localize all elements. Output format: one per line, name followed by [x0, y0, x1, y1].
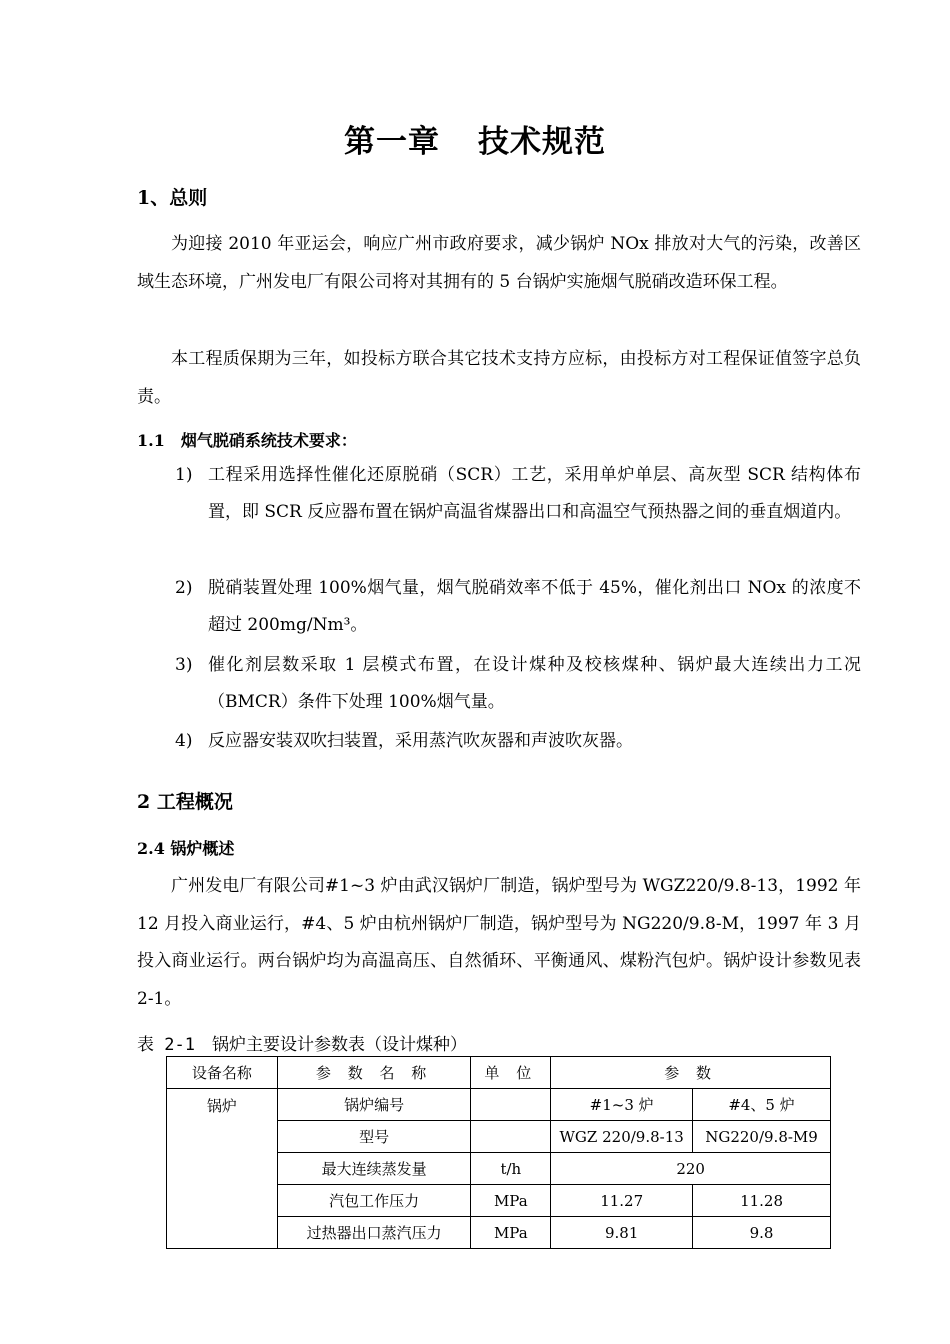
unit-cell — [471, 1089, 551, 1121]
param-name-cell: 最大连续蒸发量 — [277, 1153, 471, 1185]
table-header-row — [167, 1057, 831, 1089]
value-1-cell: 11.27 — [551, 1185, 693, 1217]
merged-value-cell: 220 — [551, 1153, 831, 1185]
table-caption: 表 2-1 锅炉主要设计参数表（设计煤种） — [137, 1035, 467, 1055]
unit-cell: t/h — [471, 1153, 551, 1185]
value-1-cell: 9.81 — [551, 1217, 693, 1249]
section-2-4-heading: 2.4 锅炉概述 — [137, 839, 235, 858]
chapter-number: 第一章 — [344, 124, 440, 160]
chapter-title — [0, 116, 950, 161]
boiler-parameters-table — [166, 1056, 831, 1249]
list-item-text: 脱硝装置处理 100%烟气量，烟气脱硝效率不低于 45%，催化剂出口 NOx 的浓度不超过 200mg/Nm³。 — [208, 578, 861, 635]
list-item-number: 3) — [175, 655, 193, 675]
value-2-cell: #4、5 炉 — [693, 1089, 831, 1121]
value-1-cell: WGZ 220/9.8-13 — [551, 1121, 693, 1153]
list-item-2 — [175, 570, 861, 644]
param-name-cell: 型号 — [277, 1121, 471, 1153]
param-name-cell: 锅炉编号 — [277, 1089, 471, 1121]
list-item-text: 催化剂层数采取 1 层模式布置，在设计煤种及校核煤种、锅炉最大连续出力工况（BMCR）条件下处理 100%烟气量。 — [208, 655, 861, 712]
section-1-heading: 1、总则 — [137, 187, 208, 209]
value-2-cell: 11.28 — [693, 1185, 831, 1217]
section-1-1-heading: 1.1 烟气脱硝系统技术要求： — [137, 431, 357, 450]
value-2-cell: NG220/9.8-M9 — [693, 1121, 831, 1153]
value-1-cell: #1~3 炉 — [551, 1089, 693, 1121]
list-item-number: 4) — [175, 731, 193, 751]
section-2-4-paragraph: 广州发电厂有限公司#1~3 炉由武汉锅炉厂制造，锅炉型号为 WGZ220/9.8-13，1992 年 12 月投入商业运行，#4、5 炉由杭州锅炉厂制造，锅炉型号为 NG220/9.8-M，1997 年 3 月投入商业运行。两台锅炉均为高温高压、自然循环、平衡通风、煤粉汽包炉。锅炉设计参数见表 2-1。 — [137, 876, 861, 1009]
value-2-cell: 9.8 — [693, 1217, 831, 1249]
list-item-1 — [175, 457, 861, 531]
unit-cell: MPa — [471, 1217, 551, 1249]
unit-cell — [471, 1121, 551, 1153]
section-1-paragraph-2: 本工程质保期为三年，如投标方联合其它技术支持方应标，由投标方对工程保证值签字总负责。 — [137, 349, 861, 407]
unit-cell: MPa — [471, 1185, 551, 1217]
header-equipment: 设备名称 — [167, 1057, 278, 1089]
list-item-text: 工程采用选择性催化还原脱硝（SCR）工艺，采用单炉单层、高灰型 SCR 结构体布置，即 SCR 反应器布置在锅炉高温省煤器出口和高温空气预热器之间的垂直烟道内。 — [208, 465, 861, 522]
header-unit: 单 位 — [471, 1057, 551, 1089]
header-params: 参 数 — [551, 1057, 831, 1089]
chapter-name: 技术规范 — [478, 124, 606, 160]
header-param-name: 参 数 名 称 — [277, 1057, 471, 1089]
list-item-text: 反应器安装双吹扫装置，采用蒸汽吹灰器和声波吹灰器。 — [208, 731, 633, 751]
list-item-3 — [175, 647, 861, 721]
list-item-number: 2) — [175, 578, 193, 598]
section-1-paragraph-1: 为迎接 2010 年亚运会，响应广州市政府要求，减少锅炉 NOx 排放对大气的污染，改善区域生态环境，广州发电厂有限公司将对其拥有的 5 台锅炉实施烟气脱硝改造环保工程。 — [137, 234, 861, 292]
param-name-cell: 汽包工作压力 — [277, 1185, 471, 1217]
section-2-heading: 2 工程概况 — [137, 791, 233, 813]
table-row — [167, 1089, 831, 1121]
list-item-4 — [175, 723, 861, 760]
equipment-cell: 锅炉 — [167, 1089, 278, 1249]
list-item-number: 1) — [175, 465, 193, 485]
param-name-cell: 过热器出口蒸汽压力 — [277, 1217, 471, 1249]
